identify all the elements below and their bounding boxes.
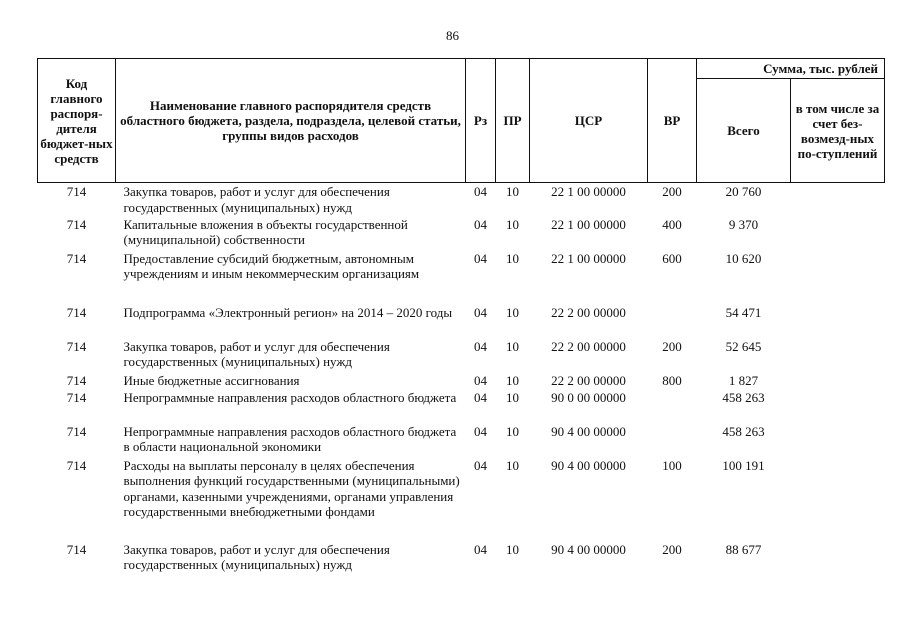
cell-free <box>791 305 885 339</box>
table-row <box>38 183 885 217</box>
cell-code: 714 <box>66 389 87 405</box>
cell-free <box>791 217 885 251</box>
cell-total: 1 827 <box>728 372 759 388</box>
cell-csr: 22 1 00 00000 <box>551 184 626 199</box>
cell-name: Закупка товаров, работ и услуг для обеспечения государственных (муниципальных) нужд <box>123 184 390 215</box>
cell-name: Иные бюджетные ассигнования <box>123 372 300 388</box>
cell-rz: 04 <box>474 423 487 439</box>
cell-pr: 10 <box>506 389 519 405</box>
cell-pr: 10 <box>506 372 519 388</box>
table-body <box>38 183 885 576</box>
cell-total: 100 191 <box>722 457 765 473</box>
cell-csr: 90 4 00 00000 <box>551 541 626 557</box>
table-row <box>38 339 885 373</box>
cell-name: Предоставление субсидий бюджетным, автономным учреждениям и иным некоммерческим организациям <box>123 250 420 281</box>
cell-free <box>791 390 885 424</box>
table-header <box>38 59 885 183</box>
cell-rz: 04 <box>474 184 487 199</box>
cell-csr: 22 2 00 00000 <box>551 372 626 388</box>
cell-code: 714 <box>66 338 87 354</box>
table-row <box>38 373 885 390</box>
header-free: в том числе за счет без-возмезд-ных по-ступлений <box>791 79 885 183</box>
cell-code: 714 <box>66 250 87 266</box>
cell-name: Закупка товаров, работ и услуг для обеспечения государственных (муниципальных) нужд <box>123 338 390 369</box>
cell-total: 10 620 <box>725 250 762 266</box>
cell-csr: 22 2 00 00000 <box>551 304 626 320</box>
cell-csr: 90 0 00 00000 <box>551 389 626 405</box>
cell-name: Капитальные вложения в объекты государственной (муниципальной) собственности <box>123 216 408 247</box>
page-number: 86 <box>446 28 459 43</box>
header-rz: Рз <box>466 59 496 183</box>
table-row <box>38 251 885 305</box>
cell-vr <box>648 424 697 458</box>
cell-code: 714 <box>66 304 87 320</box>
cell-total: 54 471 <box>725 304 762 320</box>
header-pr: ПР <box>496 59 530 183</box>
cell-pr: 10 <box>506 184 519 199</box>
cell-free <box>791 251 885 305</box>
cell-vr: 400 <box>662 216 682 232</box>
cell-pr: 10 <box>506 541 519 557</box>
cell-rz: 04 <box>474 457 487 473</box>
cell-code: 714 <box>66 216 87 232</box>
cell-code: 714 <box>66 423 87 439</box>
cell-total: 20 760 <box>725 184 762 199</box>
header-vr: ВР <box>648 59 697 183</box>
table-row <box>38 217 885 251</box>
cell-rz: 04 <box>474 216 487 232</box>
cell-vr <box>648 305 697 339</box>
cell-csr: 90 4 00 00000 <box>551 457 626 473</box>
cell-name: Непрограммные направления расходов областного бюджета в области национальной экономики <box>123 423 457 454</box>
budget-table <box>37 58 885 576</box>
cell-free <box>791 458 885 542</box>
cell-pr: 10 <box>506 457 519 473</box>
header-code: Код главного распоря-дителя бюджет-ных средств <box>38 59 116 183</box>
cell-rz: 04 <box>474 250 487 266</box>
cell-pr: 10 <box>506 423 519 439</box>
cell-name: Непрограммные направления расходов областного бюджета <box>123 389 457 405</box>
cell-pr: 10 <box>506 304 519 320</box>
cell-rz: 04 <box>474 541 487 557</box>
cell-pr: 10 <box>506 338 519 354</box>
cell-free <box>791 183 885 217</box>
cell-vr: 200 <box>662 184 682 199</box>
cell-free <box>791 339 885 373</box>
cell-pr: 10 <box>506 216 519 232</box>
cell-vr: 200 <box>662 338 682 354</box>
cell-total: 458 263 <box>722 423 765 439</box>
cell-free <box>791 424 885 458</box>
cell-csr: 22 1 00 00000 <box>551 250 626 266</box>
cell-vr: 800 <box>662 372 682 388</box>
cell-csr: 90 4 00 00000 <box>551 423 626 439</box>
header-name: Наименование главного распорядителя средств областного бюджета, раздела, подраздела, целевой статьи, группы видов расходов <box>116 59 466 183</box>
table-row <box>38 424 885 458</box>
table-row <box>38 305 885 339</box>
cell-total: 458 263 <box>722 389 765 405</box>
cell-pr: 10 <box>506 250 519 266</box>
cell-csr: 22 2 00 00000 <box>551 338 626 354</box>
cell-vr: 100 <box>662 457 682 473</box>
cell-rz: 04 <box>474 389 487 405</box>
table-row <box>38 390 885 424</box>
table-row <box>38 542 885 576</box>
cell-rz: 04 <box>474 338 487 354</box>
cell-total: 88 677 <box>725 541 762 557</box>
cell-free <box>791 542 885 576</box>
header-total: Всего <box>697 79 791 183</box>
cell-rz: 04 <box>474 372 487 388</box>
cell-vr: 200 <box>662 541 682 557</box>
cell-code: 714 <box>66 372 87 388</box>
cell-code: 714 <box>66 184 87 199</box>
cell-csr: 22 1 00 00000 <box>551 216 626 232</box>
cell-free <box>791 373 885 390</box>
cell-rz: 04 <box>474 304 487 320</box>
cell-name: Расходы на выплаты персоналу в целях обеспечения выполнения функций государственными (муниципальными) органами, казенными учреждениями, органами управления государственными внебюджетными фондами <box>123 457 460 519</box>
header-sum: Сумма, тыс. рублей <box>697 59 885 79</box>
cell-name: Закупка товаров, работ и услуг для обеспечения государственных (муниципальных) нужд <box>123 541 390 572</box>
cell-vr <box>648 390 697 424</box>
cell-name: Подпрограмма «Электронный регион» на 2014 – 2020 годы <box>123 304 453 320</box>
cell-code: 714 <box>66 457 87 473</box>
table-row <box>38 458 885 542</box>
cell-vr: 600 <box>662 250 682 266</box>
cell-code: 714 <box>66 541 87 557</box>
cell-total: 52 645 <box>725 338 762 354</box>
cell-total: 9 370 <box>728 216 759 232</box>
header-csr: ЦСР <box>530 59 648 183</box>
